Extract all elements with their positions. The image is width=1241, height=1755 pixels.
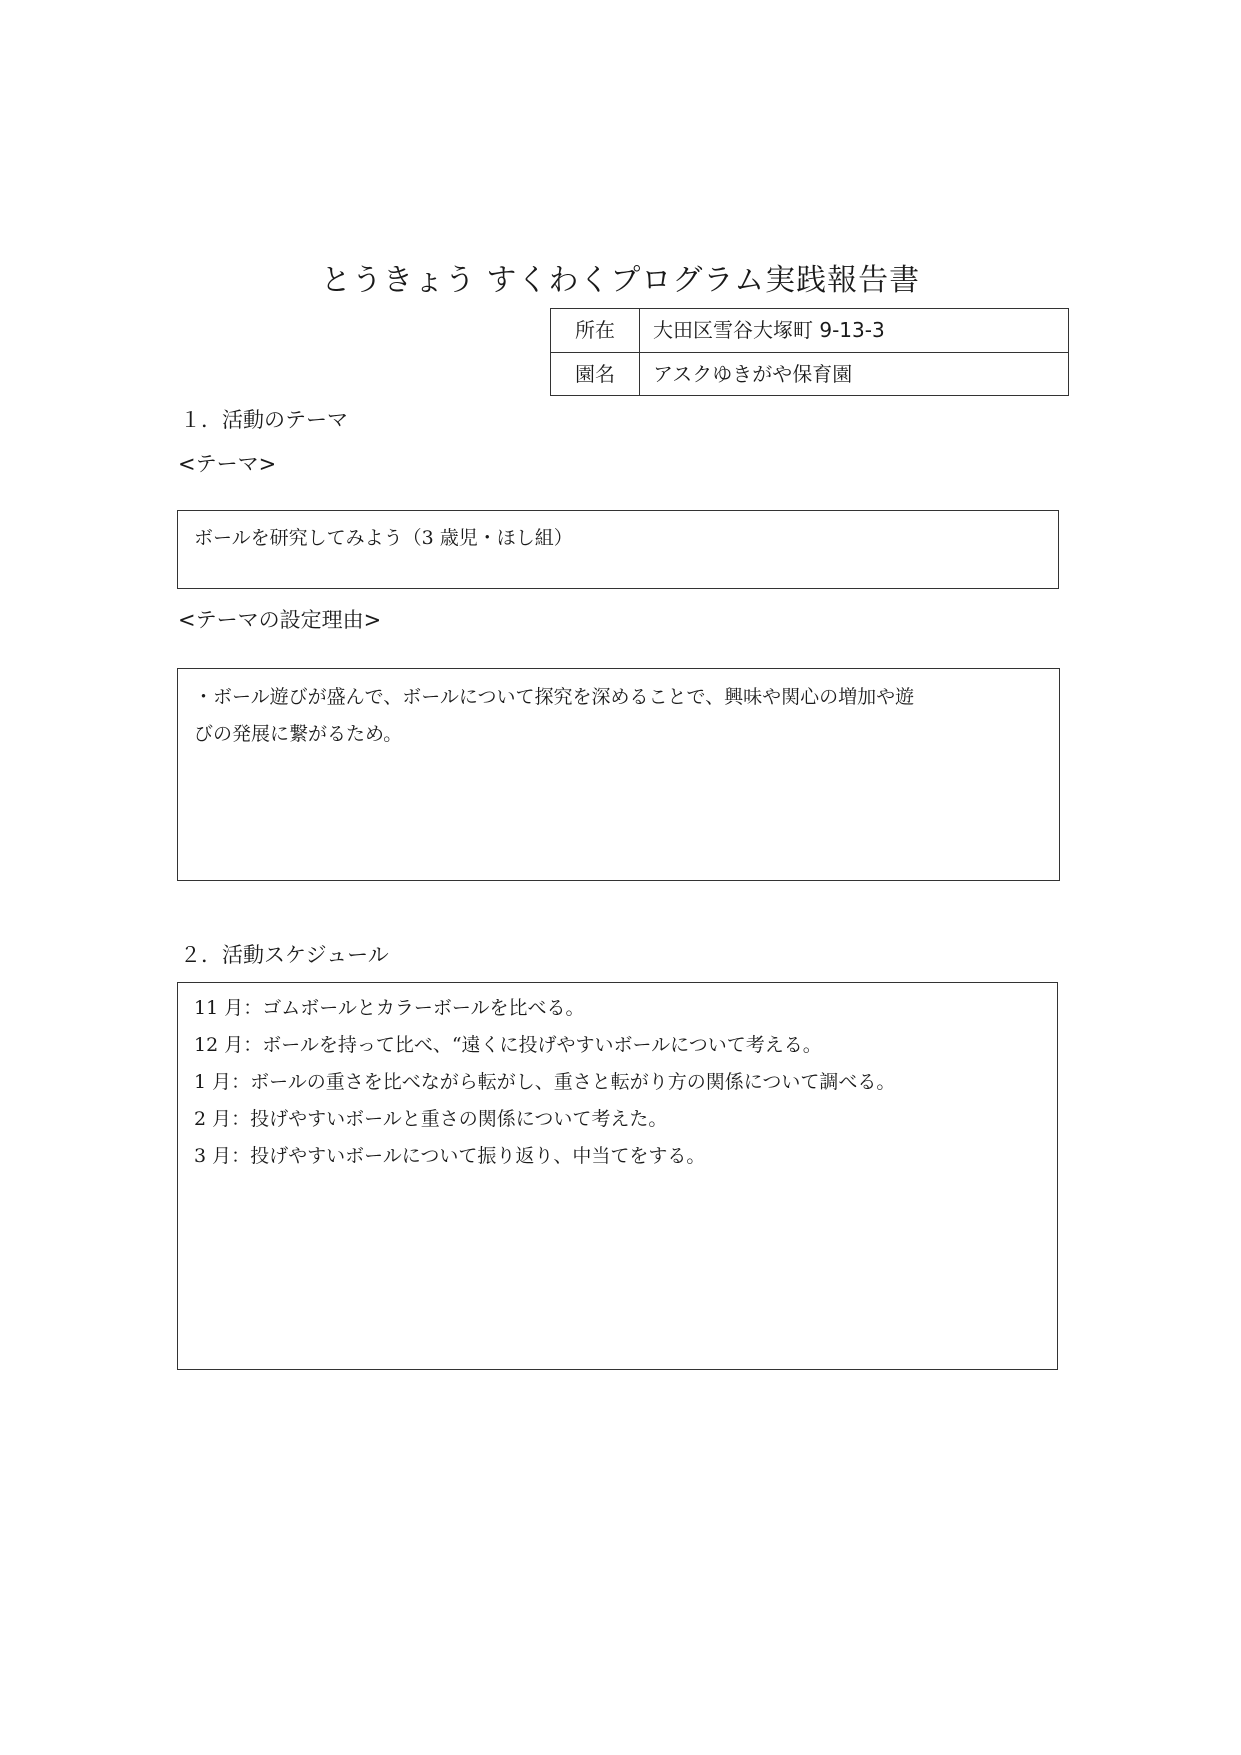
theme-box — [177, 510, 1059, 589]
schedule-item: 2 月：投げやすいボールと重さの関係について考えた。 — [194, 1108, 668, 1130]
info-row-facility-name — [551, 353, 1068, 396]
info-key-location: 所在 — [551, 309, 640, 352]
reason-line: ・ボール遊びが盛んで、ボールについて探究を深めることで、興味や関心の増加や遊 — [194, 686, 915, 708]
section1-heading: １．活動のテーマ — [180, 408, 348, 432]
facility-info-table — [550, 308, 1069, 396]
info-value-location: 大田区雪谷大塚町 9-13-3 — [653, 318, 885, 342]
schedule-box — [177, 982, 1058, 1370]
info-value-facility-name: アスクゆきがや保育園 — [653, 362, 853, 386]
reason-box — [177, 668, 1060, 881]
section2-heading: ２．活動スケジュール — [180, 943, 389, 967]
document-title: とうきょう すくわくプログラム実践報告書 — [320, 263, 921, 298]
reason-label: <テーマの設定理由> — [178, 608, 382, 632]
theme-text: ボールを研究してみよう（3 歳児・ほし組） — [194, 527, 573, 549]
info-row-location — [551, 309, 1068, 353]
reason-line: びの発展に繋がるため。 — [194, 723, 403, 745]
schedule-item: 11 月：ゴムボールとカラーボールを比べる。 — [194, 997, 585, 1019]
info-key-facility-name: 園名 — [551, 353, 640, 396]
schedule-item: 12 月：ボールを持って比べ、“遠くに投げやすいボールについて考える。 — [194, 1034, 822, 1056]
schedule-item: 1 月：ボールの重さを比べながら転がし、重さと転がり方の関係について調べる。 — [194, 1071, 896, 1093]
schedule-item: 3 月：投げやすいボールについて振り返り、中当てをする。 — [194, 1145, 706, 1167]
theme-label: <テーマ> — [178, 452, 277, 476]
